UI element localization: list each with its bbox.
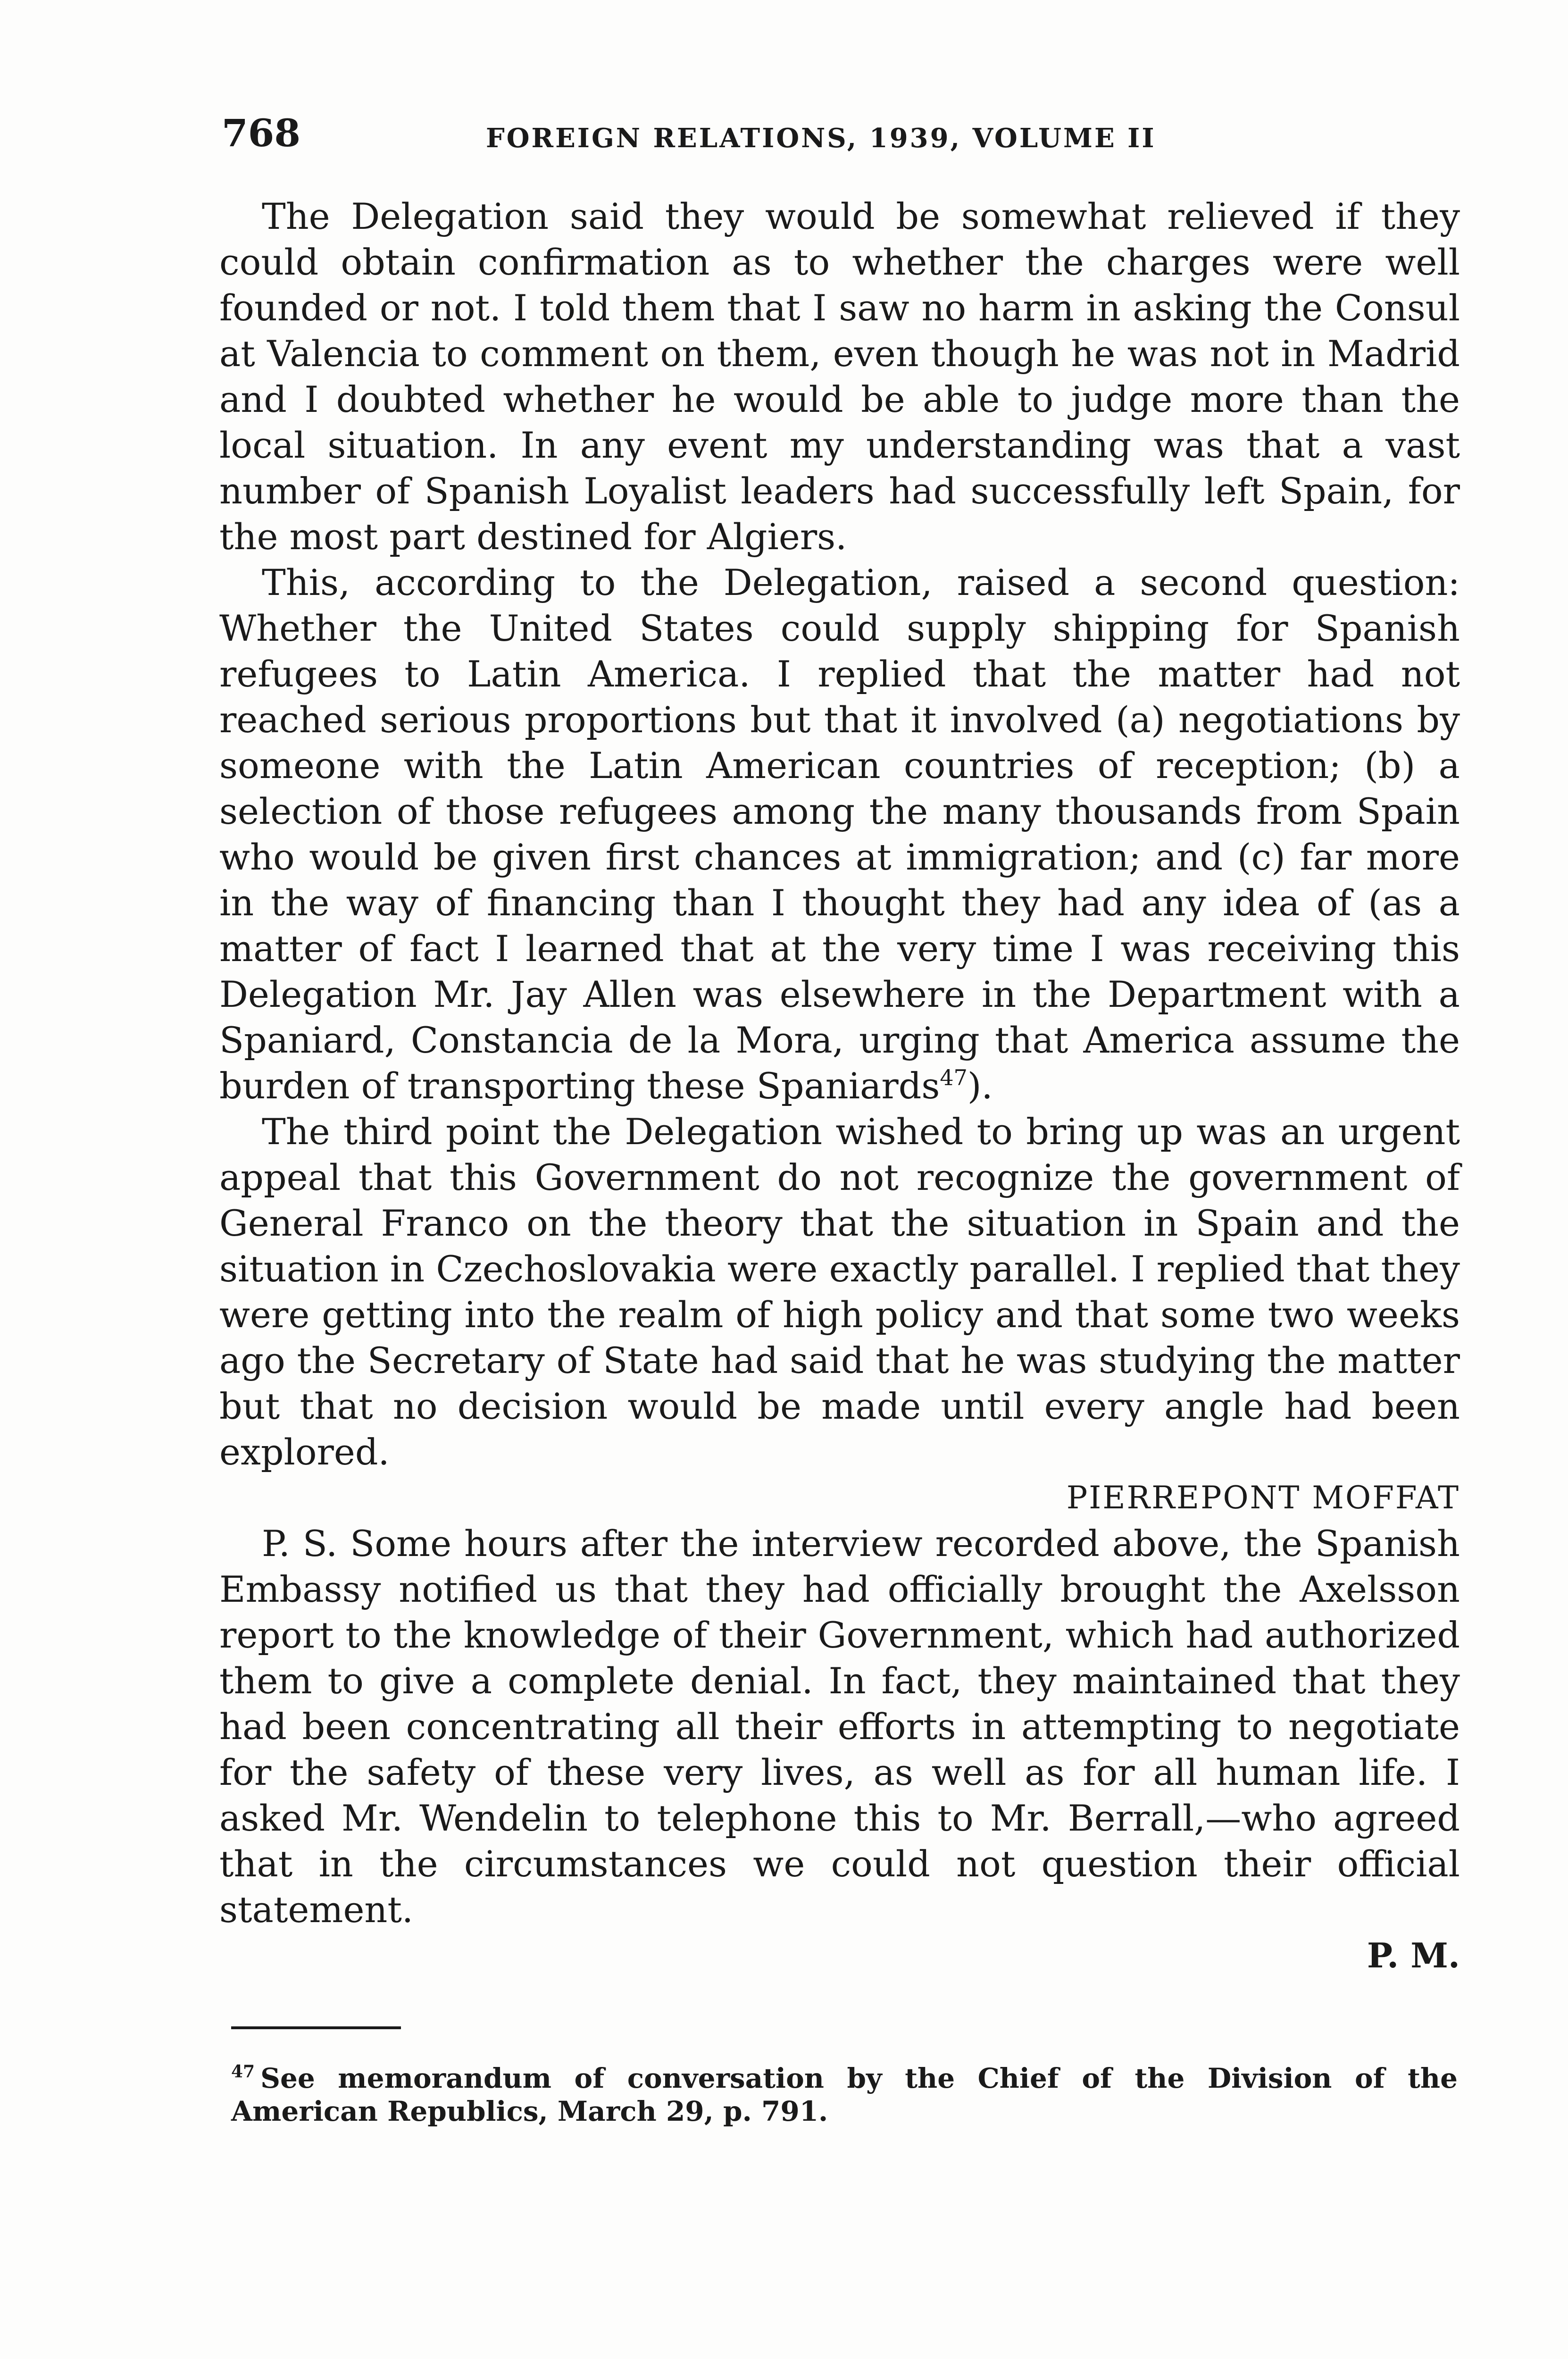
footnote-marker: 47: [231, 2062, 255, 2082]
paragraph-postscript: [219, 1521, 1460, 1932]
paragraph-text: The third point the Delegation wished to bring up was an urgent appeal that this Government do not recognize the government of General Franco on the theory that the situation in Spain and the situation in Czechoslovakia were exactly parallel. I replied that they were getting into the realm of high policy and that some two weeks ago the Secretary of State had said that he was studying the matter but that no decision would be made until every angle had been explored.: [219, 1111, 1460, 1473]
paragraph-text: The Delegation said they would be somewhat relieved if they could obtain confirmation as to whether the charges were well founded or not. I told them that I saw no harm in asking the Consul at Valencia to comment on them, even though he was not in Madrid and I doubted whether he would be able to judge more than the local situation. In any event my understanding was that a vast number of Spanish Loyalist leaders had successfully left Spain, for the most part destined for Algiers.: [219, 195, 1460, 558]
footnote-reference: 47: [940, 1065, 967, 1090]
running-head: [222, 109, 1458, 161]
footnote: [231, 2062, 1458, 2128]
paragraph-recognition-appeal: [219, 1109, 1460, 1475]
postscript-initials: P. M.: [1367, 1935, 1460, 1975]
signature: PIERREPONT MOFFAT: [1066, 1480, 1460, 1516]
paragraph-delegation-relief: [219, 193, 1460, 560]
body-text: [219, 193, 1460, 1978]
paragraph-text-end: ).: [967, 1065, 993, 1107]
page-number: 768: [222, 111, 300, 155]
footnote-text: See memorandum of conversation by the Chief of the Division of the American Republics, March 29, p. 791.: [231, 2062, 1458, 2127]
footnote-divider: [231, 2026, 401, 2029]
running-title: FOREIGN RELATIONS, 1939, VOLUME II: [486, 123, 1156, 154]
paragraph-refugee-shipping: [219, 560, 1460, 1109]
paragraph-text: This, according to the Delegation, raised a second question: Whether the United States could supply shipping for Spanish refugees to Latin America. I replied that the matter had not reached serious proportions but that it involved (a) negotiations by someone with the Latin American countries of reception; (b) a selection of those refugees among the many thousands from Spain who would be given first chances at immigration; and (c) far more in the way of financing than I thought they had any idea of (as a matter of fact I learned that at the very time I was receiving this Delegation Mr. Jay Allen was elsewhere in the Department with a Spaniard, Constancia de la Mora, urging that America assume the burden of transporting these Spaniards: [219, 561, 1460, 1107]
paragraph-text: P. S. Some hours after the interview recorded above, the Spanish Embassy notified us that they had officially brought the Axelsson report to the knowledge of their Government, which had authorized them to give a complete denial. In fact, they maintained that they had been concentrating all their efforts in attempting to negotiate for the safety of these very lives, as well as for all human life. I asked Mr. Wendelin to telephone this to Mr. Berrall,—who agreed that in the circumstances we could not question their official statement.: [219, 1522, 1460, 1931]
